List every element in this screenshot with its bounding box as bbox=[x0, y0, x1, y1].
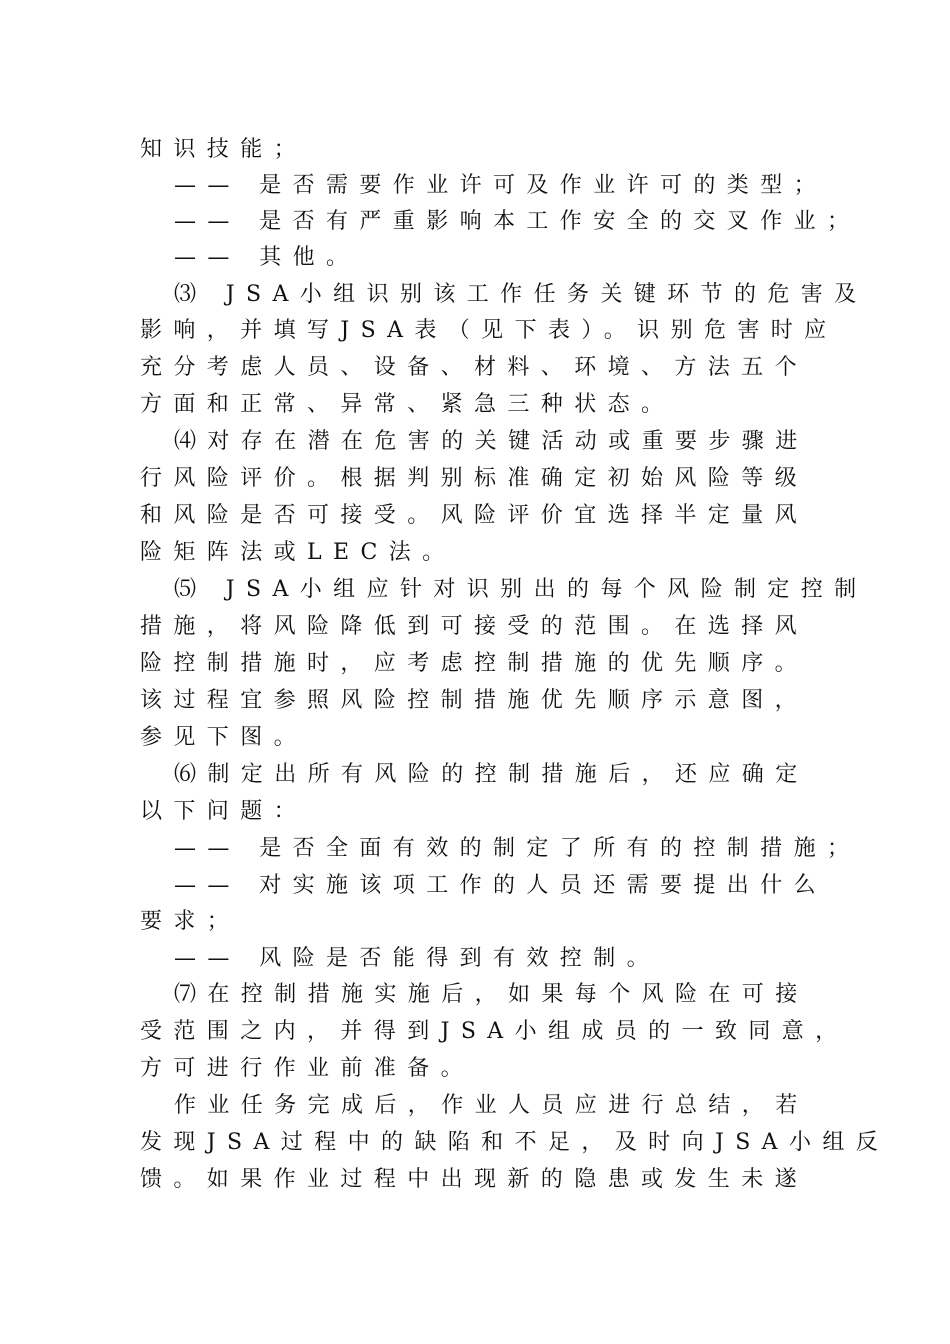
text-line: —— 是否全面有效的制定了所有的控制措施； bbox=[174, 836, 861, 861]
text-line: 和风险是否可接受。风险评价宜选择半定量风 bbox=[140, 503, 809, 528]
text-line: ⑹制定出所有风险的控制措施后，还应确定 bbox=[174, 762, 809, 787]
text-line: 参见下图。 bbox=[140, 725, 308, 750]
text-line: ⑺在控制措施实施后，如果每个风险在可接 bbox=[174, 982, 809, 1007]
text-line: —— 对实施该项工作的人员还需要提出什么 bbox=[174, 873, 827, 898]
text-line: 要求； bbox=[140, 909, 241, 934]
text-line: 行风险评价。根据判别标准确定初始风险等级 bbox=[140, 466, 809, 491]
text-line: 受范围之内，并得到JSA小组成员的一致同意， bbox=[140, 1019, 849, 1044]
text-line: ⑸ JSA小组应针对识别出的每个风险制定控制 bbox=[174, 577, 868, 602]
text-line: 方面和正常、异常、紧急三种状态。 bbox=[140, 392, 675, 417]
text-line: 发现JSA过程中的缺陷和不足，及时向JSA小组反 bbox=[140, 1130, 890, 1155]
text-line: 险矩阵法或LEC法。 bbox=[140, 540, 456, 565]
text-line: 方可进行作业前准备。 bbox=[140, 1056, 475, 1081]
text-line: 馈。如果作业过程中出现新的隐患或发生未遂 bbox=[140, 1167, 809, 1192]
text-line: —— 其他。 bbox=[174, 245, 360, 270]
text-line: 知识技能； bbox=[140, 137, 308, 162]
text-line: —— 是否有严重影响本工作安全的交叉作业； bbox=[174, 209, 861, 234]
text-line: 该过程宜参照风险控制措施优先顺序示意图， bbox=[140, 688, 809, 713]
text-line: —— 是否需要作业许可及作业许可的类型； bbox=[174, 173, 827, 198]
text-line: 充分考虑人员、设备、材料、环境、方法五个 bbox=[140, 355, 809, 380]
text-line: ⑷对存在潜在危害的关键活动或重要步骤进 bbox=[174, 429, 809, 454]
text-line: 作业任务完成后，作业人员应进行总结，若 bbox=[174, 1093, 809, 1118]
text-line: —— 风险是否能得到有效控制。 bbox=[174, 946, 660, 971]
text-line: 措施，将风险降低到可接受的范围。在选择风 bbox=[140, 614, 809, 639]
text-line: 以下问题： bbox=[140, 799, 308, 824]
text-line: ⑶ JSA小组识别该工作任务关键环节的危害及 bbox=[174, 282, 868, 307]
text-line: 险控制措施时，应考虑控制措施的优先顺序。 bbox=[140, 651, 809, 676]
text-line: 影响，并填写JSA表（见下表）。识别危害时应 bbox=[140, 318, 838, 343]
